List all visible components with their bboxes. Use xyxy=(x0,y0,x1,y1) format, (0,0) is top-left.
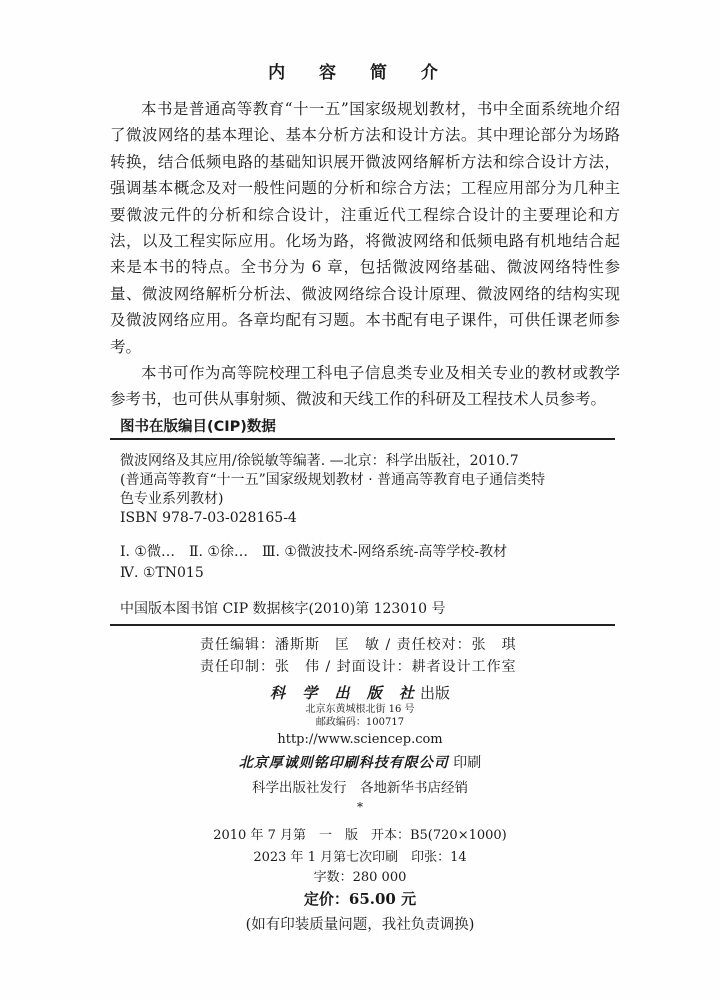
publisher-suffix: 出版 xyxy=(419,684,450,702)
publisher-url: http://www.sciencep.com xyxy=(277,732,443,747)
intro-paragraph: 本书是普通高等教育“十一五”国家级规划教材，书中全面系统地介绍了微波网络的基本理论、基本分析方法和设计方法。其中理论部分为场路转换，结合低频电路的基础知识展开微波网络解析方法和综合设计方法，强调基本概念及对一般性问题的分析和综合方法；工程应用部分为几种主要微波元件的分析和综合设计，注重近代工程综合设计的主要理论和方法，以及工程实际应用。化场为路，将微波网络和低频电路有机地结合起来是本书的特点。全书分为 6 章，包括微波网络基础、微波网络特性参量、微波网络解析分析法、微波网络综合设计原理、微波网络的结构实现及微波网络应用。各章均配有习题。本书配有电子课件，可供任课老师参考。 xyxy=(110,100,620,356)
cip-number: 中国版本图书馆 CIP 数据核字(2010)第 123010 号 xyxy=(120,601,446,617)
cip-line: 微波网络及其应用/徐锐敏等编著. —北京：科学出版社，2010.7 xyxy=(120,453,519,469)
publisher-postcode: 邮政编码：100717 xyxy=(315,717,405,728)
printing-line: 2023 年 1 月第七次印刷 印张：14 xyxy=(253,850,467,865)
edition-line: 2010 年 7 月第 一 版 开本：B5(720×1000) xyxy=(213,828,507,843)
separator-star: * xyxy=(357,800,363,814)
publisher-address: 北京东黄城根北街 16 号 xyxy=(305,704,415,715)
printer-name: 北京厚诚则铭印刷科技有限公司 xyxy=(238,755,449,771)
divider xyxy=(110,624,615,626)
publisher-address-block xyxy=(0,703,720,729)
credits-production: 责任印制：张 伟 / 封面设计：耕者设计工作室 xyxy=(200,659,517,675)
printer-line xyxy=(0,752,720,772)
cip-isbn: ISBN 978-7-03-028165-4 xyxy=(120,510,297,526)
distribution-line: 科学出版社发行 各地新华书店经销 xyxy=(252,780,468,796)
cip-line: (普通高等教育“十一五”国家级规划教材 · 普通高等教育电子通信类特 xyxy=(120,472,546,488)
word-count: 字数：280 000 xyxy=(313,870,407,885)
cip-classification xyxy=(120,542,610,584)
cip-line: 色专业系列教材) xyxy=(120,491,224,507)
divider xyxy=(110,438,615,440)
credits xyxy=(200,634,620,678)
publisher-name: 科 学 出 版 社 xyxy=(270,684,420,702)
quality-notice: (如有印装质量问题，我社负责调换) xyxy=(245,917,475,933)
cip-class-line: Ⅰ. ①微… Ⅱ. ①徐… Ⅲ. ①微波技术-网络系统-高等学校-教材 xyxy=(120,544,508,560)
cip-heading: 图书在版编目(CIP)数据 xyxy=(120,419,276,435)
intro-section xyxy=(110,96,620,413)
cip-record xyxy=(120,452,610,528)
intro-paragraph: 本书可作为高等院校理工科电子信息类专业及相关专业的教材或教学参考书，也可供从事射频、微波和天线工作的科研及工程技术人员参考。 xyxy=(110,364,620,409)
printer-suffix: 印刷 xyxy=(448,755,482,771)
cip-class-line: Ⅳ. ①TN015 xyxy=(120,565,204,581)
page-title: 内 容 简 介 xyxy=(268,63,452,83)
price: 定价：65.00 元 xyxy=(303,890,417,908)
publisher-line xyxy=(0,682,720,703)
credits-editors: 责任编辑：潘斯斯 匡 敏 / 责任校对：张 琪 xyxy=(200,637,517,653)
